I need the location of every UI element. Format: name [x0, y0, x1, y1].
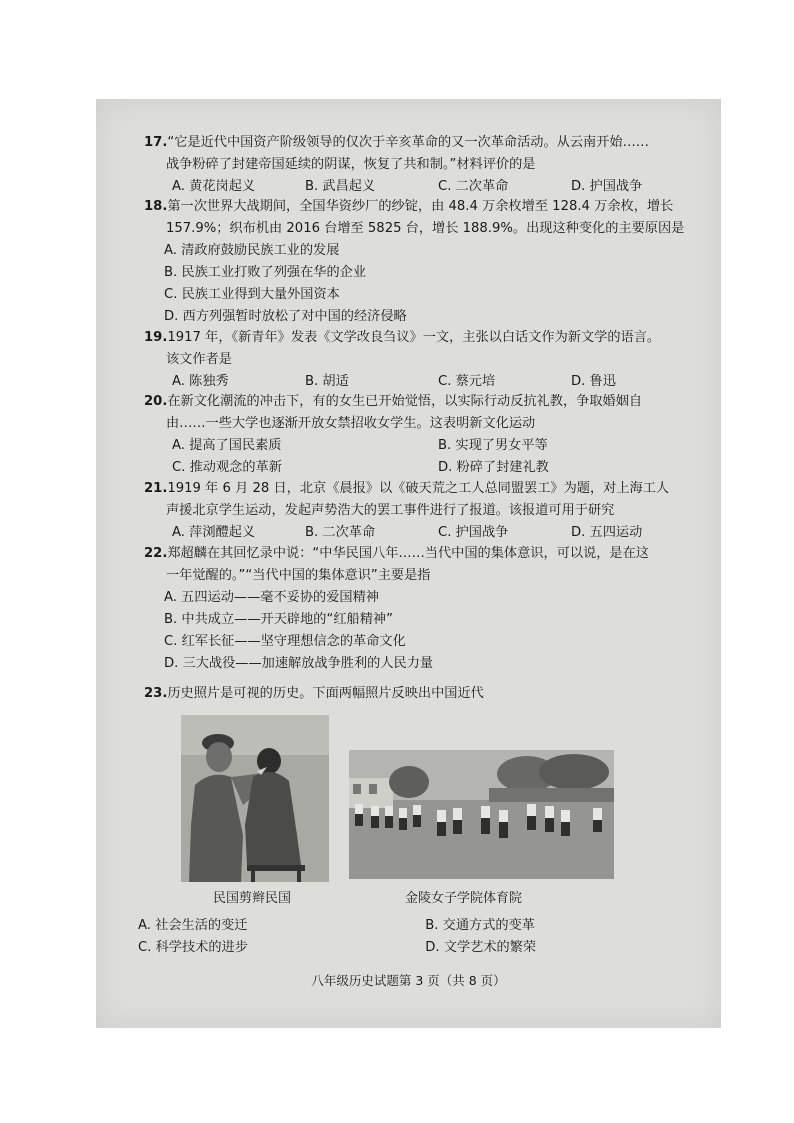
question-number: 20.: [144, 394, 168, 409]
options-row: [144, 435, 704, 457]
question-20: [144, 391, 704, 479]
question-number: 22.: [144, 546, 168, 561]
options-row: [144, 457, 704, 479]
option-b[interactable]: B. 二次革命: [305, 525, 376, 540]
question-text: 历史照片是可视的历史。下面两幅照片反映出中国近代: [167, 686, 484, 701]
option-b[interactable]: B. 实现了男女平等: [438, 438, 548, 453]
question-text: 由……一些大学也逐渐开放女禁招收女学生。这表明新文化运动: [166, 416, 536, 431]
option-c[interactable]: C. 二次革命: [438, 179, 509, 194]
queue-cutting-photo: [181, 715, 329, 882]
option-a[interactable]: A. 提高了国民素质: [172, 438, 282, 453]
question-text: 1919 年 6 月 28 日，北京《晨报》以《破天荒之工人总同盟罢工》为题，对上海工人: [167, 481, 670, 496]
question-17: [144, 132, 704, 198]
option-d[interactable]: D. 五四运动: [571, 525, 643, 540]
question-number: 18.: [144, 199, 168, 214]
question-23-options: [136, 915, 696, 959]
question-number: 21.: [144, 481, 168, 496]
question-number: 19.: [144, 330, 168, 345]
question-text: 郑超麟在其回忆录中说：“中华民国八年……当代中国的集体意识，可以说，是在这: [167, 546, 649, 561]
question-22: [144, 543, 704, 675]
option-c[interactable]: C. 推动观念的革新: [172, 460, 282, 475]
option-d[interactable]: D. 西方列强暂时放松了对中国的经济侵略: [164, 309, 407, 324]
option-b[interactable]: B. 胡适: [305, 374, 349, 389]
exam-page: [96, 99, 721, 1028]
option-a[interactable]: A. 陈独秀: [172, 374, 229, 389]
option-b[interactable]: B. 武昌起义: [305, 179, 376, 194]
option-d[interactable]: D. 三大战役——加速解放战争胜利的人民力量: [164, 656, 434, 671]
question-19: [144, 327, 704, 393]
option-c[interactable]: C. 民族工业得到大量外国资本: [164, 287, 340, 302]
option-d[interactable]: D. 粉碎了封建礼教: [438, 460, 549, 475]
question-text: 战争粉碎了封建帝国延续的阴谋，恢复了共和制。”材料评价的是: [166, 157, 536, 172]
left-photo-caption: 民国剪辫民国: [213, 891, 292, 906]
question-number: 23.: [144, 686, 168, 701]
question-text: 声援北京学生运动，发起声势浩大的罢工事件进行了报道。该报道可用于研究: [166, 503, 615, 518]
option-d[interactable]: D. 护国战争: [571, 179, 643, 194]
question-text: 1917 年，《新青年》发表《文学改良刍议》一文，主张以白话文作为新文学的语言。: [167, 330, 661, 345]
question-text: “它是近代中国资产阶级领导的仅次于辛亥革命的又一次革命活动。从云南开始……: [167, 135, 649, 150]
option-d[interactable]: D. 鲁迅: [571, 374, 616, 389]
option-a[interactable]: A. 社会生活的变迁: [138, 918, 248, 933]
option-a[interactable]: A. 萍浏醴起义: [172, 525, 256, 540]
option-a[interactable]: A. 五四运动——毫不妥协的爱国精神: [164, 590, 379, 605]
option-c[interactable]: C. 科学技术的进步: [138, 940, 248, 955]
options-row: [144, 371, 704, 393]
option-b[interactable]: B. 交通方式的变革: [425, 918, 535, 933]
question-text: 在新文化潮流的冲击下，有的女生已开始觉悟，以实际行动反抗礼教，争取婚姻自: [167, 394, 643, 409]
question-text: 157.9%；织布机由 2016 台增至 5825 台，增长 188.9%。出现这种变化的主要原因是: [166, 221, 685, 236]
right-photo-caption: 金陵女子学院体育院: [405, 891, 523, 906]
option-c[interactable]: C. 蔡元培: [438, 374, 496, 389]
question-text: 一年觉醒的。”“当代中国的集体意识”主要是指: [166, 568, 431, 583]
options-row: [136, 937, 696, 959]
option-c[interactable]: C. 护国战争: [438, 525, 509, 540]
option-d[interactable]: D. 文学艺术的繁荣: [425, 940, 537, 955]
options-row: [136, 915, 696, 937]
option-a[interactable]: A. 清政府鼓励民族工业的发展: [164, 243, 340, 258]
page-footer: 八年级历史试题第 3 页（共 8 页）: [311, 973, 506, 988]
option-b[interactable]: B. 民族工业打败了列强在华的企业: [164, 265, 367, 280]
option-a[interactable]: A. 黄花岗起义: [172, 179, 256, 194]
question-text: 该文作者是: [166, 352, 232, 367]
option-c[interactable]: C. 红军长征——坚守理想信念的革命文化: [164, 634, 406, 649]
options-row: [144, 522, 704, 544]
question-number: 17.: [144, 135, 168, 150]
question-18: [144, 196, 704, 328]
question-23: [144, 683, 704, 705]
option-b[interactable]: B. 中共成立——开天辟地的“红船精神”: [164, 612, 393, 627]
pe-class-photo: [349, 750, 614, 879]
options-row: [144, 176, 704, 198]
question-text: 第一次世界大战期间，全国华资纱厂的纱锭，由 48.4 万余枚增至 128.4 万余枚，增长: [167, 199, 674, 214]
question-21: [144, 478, 704, 544]
